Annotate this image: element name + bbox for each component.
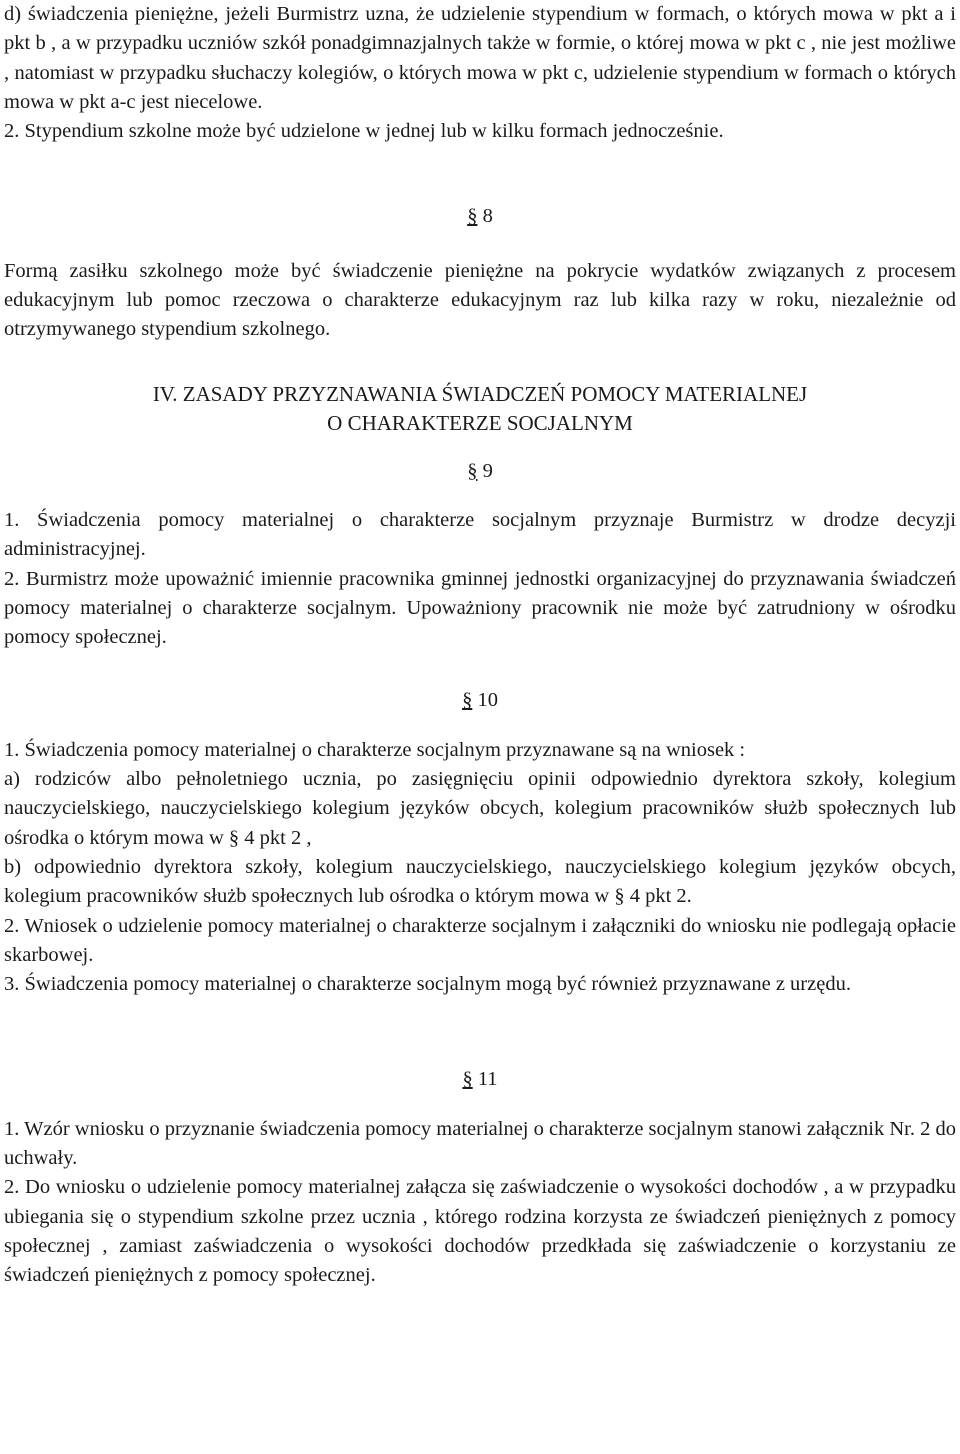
chapter-iv-title-line1: IV. ZASADY PRZYZNAWANIA ŚWIADCZEŃ POMOCY MATERIALNEJ	[152, 381, 808, 406]
section-10-point-2: 2. Wniosek o udzielenie pomocy materialnej o charakterze socjalnym i załączniki do wniosku nie podlegają opłacie skarbowej.	[4, 914, 956, 966]
section-10-point-1a: a) rodziców albo pełnoletniego ucznia, po zasięgnięciu opinii odpowiednio dyrektora szkoły, kolegium nauczycielskiego, nauczycielskiego kolegium języków obcych, kolegium pracowników służb społecznych lub ośrodka o którym mowa w § 4 pkt 2 ,	[4, 768, 956, 849]
section-number: 8	[482, 205, 493, 228]
section-9-heading	[4, 457, 956, 486]
section-11-heading	[4, 1065, 956, 1094]
section-8-text: Formą zasiłku szkolnego może być świadczenie pieniężne na pokrycie wydatków związanych z procesem edukacyjnym lub pomoc rzeczowa o charakterze edukacyjnym raz lub kilka razy w roku, niezależnie od otrzymywanego stypendium szkolnego.	[4, 259, 956, 341]
intro-paragraph: d) świadczenia pieniężne, jeżeli Burmistrz uzna, że udzielenie stypendium w formach, o których mowa w pkt a i pkt b , a w przypadku uczniów szkół ponadgimnazjalnych także w formie, o której mowa w pkt c , nie jest możliwe , natomiast w przypadku słuchaczy kolegiów, o których mowa w pkt c, udzielenie stypendium w formach o których mowa w pkt a-c jest niecelowe.	[4, 3, 956, 113]
section-11-point-2: 2. Do wniosku o udzielenie pomocy materialnej załącza się zaświadczenie o wysokości dochodów , a w przypadku ubiegania się o stypendium szkolne przez ucznia , którego rodzina korzysta ze świadczeń pieniężnych z pomocy społecznej , zamiast zaświadczenia o wysokości dochodów przedkłada się zaświadczenie o korzystaniu ze świadczeń pieniężnych z pomocy społecznej.	[4, 1176, 956, 1287]
section-symbol: §	[467, 459, 478, 482]
section-9-point-2: 2. Burmistrz może upoważnić imiennie pracownika gminnej jednostki organizacyjnej do przyznawania świadczeń pomocy materialnej o charakterze socjalnym. Upoważniony pracownik nie może być zatrudniony w ośrodku pomocy społecznej.	[4, 567, 956, 649]
section-11-point-1: 1. Wzór wniosku o przyznanie świadczenia pomocy materialnej o charakterze socjalnym stanowi załącznik Nr. 2 do uchwały.	[4, 1117, 956, 1170]
section-10-point-1b: b) odpowiednio dyrektora szkoły, kolegium nauczycielskiego, nauczycielskiego kolegium języków obcych, kolegium pracowników służb społecznych lub ośrodka o którym mowa w § 4 pkt 2.	[4, 855, 956, 908]
section-symbol: §	[467, 205, 478, 228]
section-number: 9	[482, 459, 493, 482]
section-symbol: §	[462, 689, 473, 712]
section-10-point-1: 1. Świadczenia pomocy materialnej o charakterze socjalnym przyznawane są na wniosek :	[4, 738, 746, 761]
section-number: 11	[477, 1068, 498, 1091]
section-number: 10	[477, 689, 498, 712]
section-10-heading	[4, 686, 956, 715]
chapter-iv-title-line2: O CHARAKTERZE SOCJALNYM	[327, 411, 633, 436]
section-9-point-1: 1. Świadczenia pomocy materialnej o charakterze socjalnym przyznaje Burmistrz w drodze decyzji administracyjnej.	[4, 508, 956, 561]
section-10-point-3: 3. Świadczenia pomocy materialnej o charakterze socjalnym mogą być również przyznawane z urzędu.	[4, 973, 851, 996]
section-8-heading	[4, 202, 956, 231]
section-symbol: §	[462, 1068, 473, 1091]
intro-point-2: 2. Stypendium szkolne może być udzielone w jednej lub w kilku formach jednocześnie.	[4, 120, 724, 143]
